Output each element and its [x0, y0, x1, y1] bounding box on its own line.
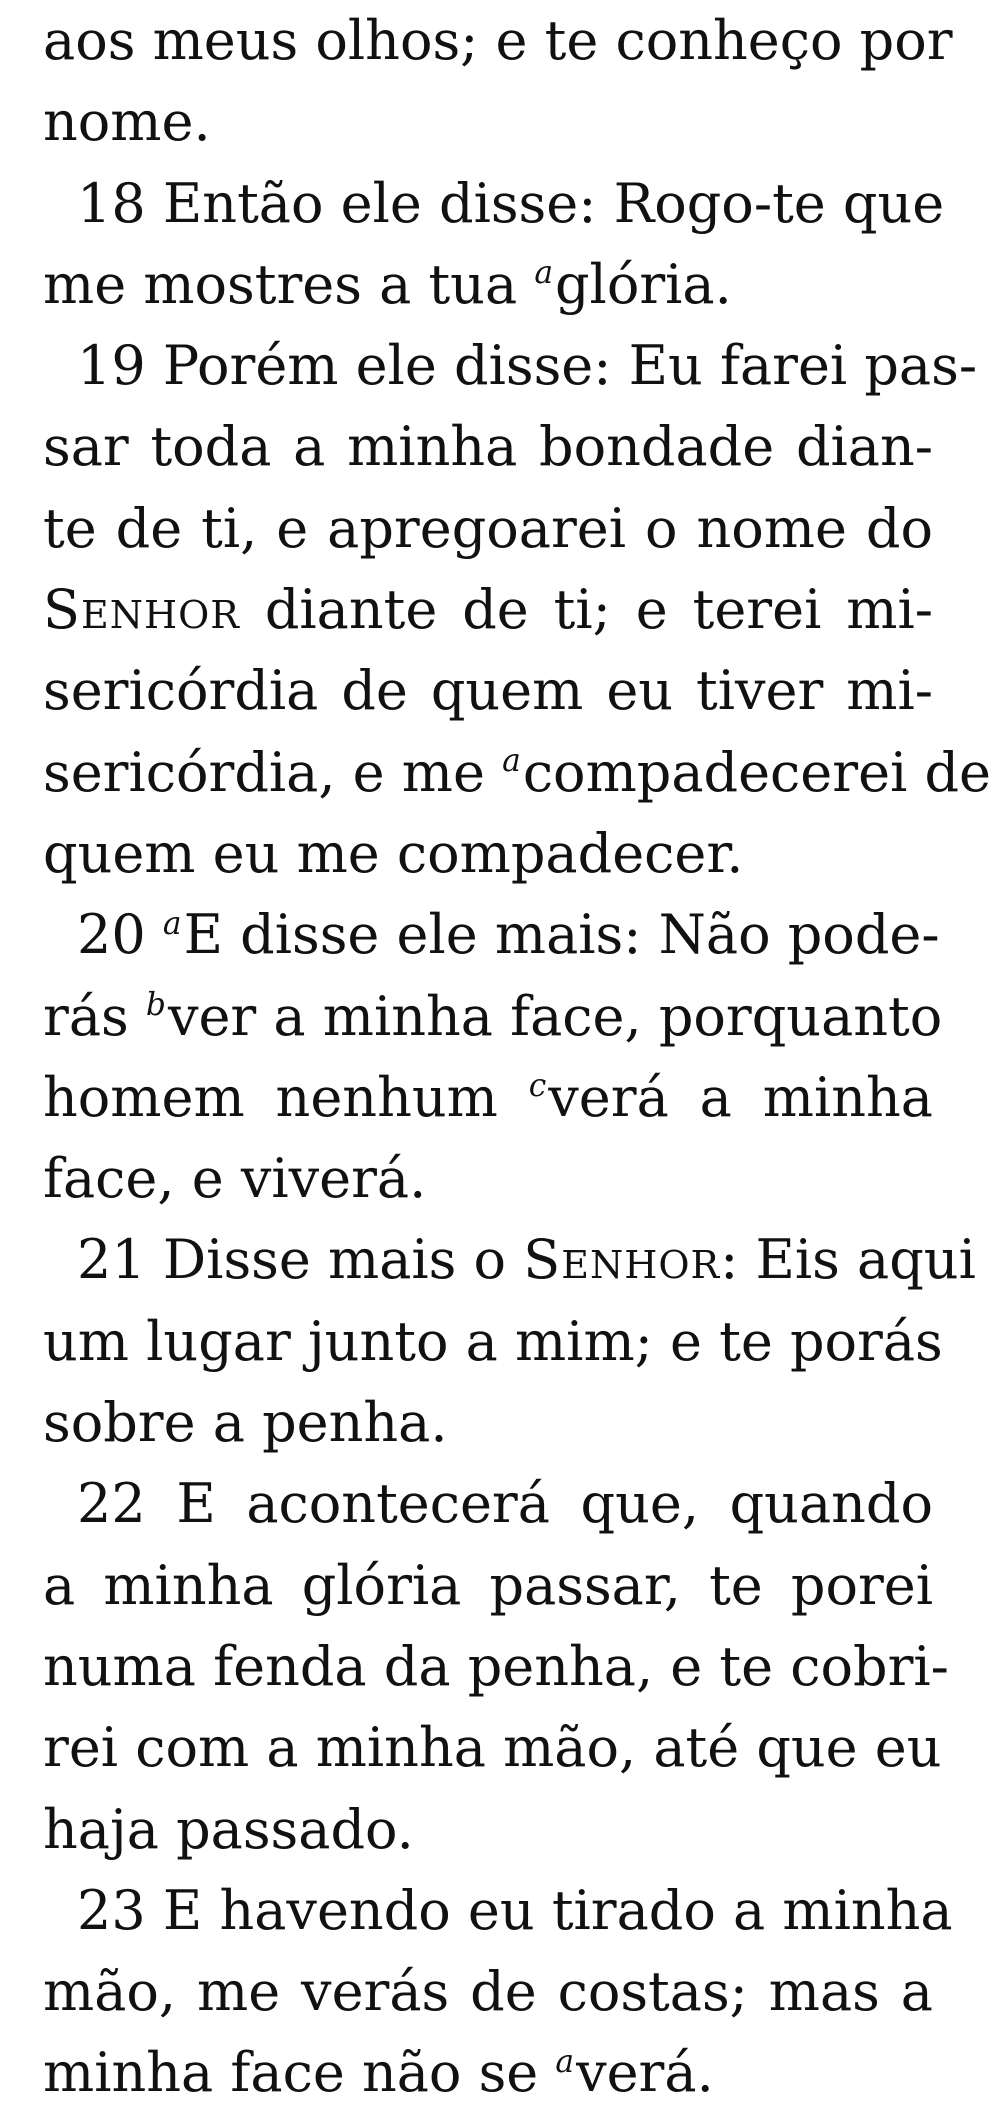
- text-line: me mostres a tua $^a$glória.: [43, 252, 732, 316]
- text-line: mão, me verás de costas; mas a: [43, 1960, 933, 2024]
- footnote-marker[interactable]: a: [502, 743, 521, 780]
- text-line: homem nenhum $^c$verá a minha: [43, 1065, 933, 1129]
- text-line: rei com a minha mão, até que eu: [43, 1716, 942, 1780]
- footnote-marker[interactable]: a: [555, 2044, 575, 2081]
- divine-name: Senhor: [43, 578, 240, 642]
- divine-name: Senhor: [523, 1228, 721, 1292]
- verse-18-line: 18 Então ele disse: Rogo-te que: [77, 171, 945, 235]
- scripture-page: [43, 0, 991, 2114]
- text-line: quem eu me compadecer.: [43, 821, 744, 885]
- text-line: minha face não se $^a$verá.: [43, 2041, 714, 2105]
- verse-21-line: 21 Disse mais o Senhor: Eis aqui: [77, 1228, 976, 1292]
- footnote-marker[interactable]: c: [528, 1068, 547, 1105]
- text-line: face, e viverá.: [43, 1147, 427, 1211]
- text-line: numa fenda da penha, e te cobri-: [43, 1634, 949, 1698]
- text-line: um lugar junto a mim; e te porás: [43, 1309, 943, 1373]
- text-line: aos meus olhos; e te conheço por: [43, 9, 953, 72]
- verse-19-line: 19 Porém ele disse: Eu farei pas-: [77, 334, 978, 398]
- text-line: te de ti, e apregoarei o nome do: [43, 496, 933, 560]
- text-line: Senhor diante de ti; e terei mi-: [43, 578, 933, 642]
- footnote-marker[interactable]: b: [145, 987, 166, 1024]
- verse-22-line: 22 E acontecerá que, quando: [77, 1472, 933, 1536]
- footnote-marker[interactable]: a: [162, 905, 182, 942]
- text-line: a minha glória passar, te porei: [43, 1553, 933, 1617]
- text-line: nome.: [43, 90, 211, 154]
- text-line: sericórdia, e me $^a$compadecerei de: [43, 740, 991, 804]
- text-line: sobre a penha.: [43, 1391, 448, 1455]
- verse-23-line: 23 E havendo eu tirado a minha: [77, 1878, 953, 1942]
- text-line: rás $^b$ver a minha face, porquanto: [43, 984, 943, 1048]
- text-line: sar toda a minha bondade dian-: [43, 415, 933, 479]
- verse-20-line: 20 $^a$E disse ele mais: Não pode-: [77, 903, 940, 967]
- text-line: sericórdia de quem eu tiver mi-: [43, 659, 933, 723]
- footnote-marker[interactable]: a: [534, 255, 553, 292]
- text-line: haja passado.: [43, 1797, 414, 1861]
